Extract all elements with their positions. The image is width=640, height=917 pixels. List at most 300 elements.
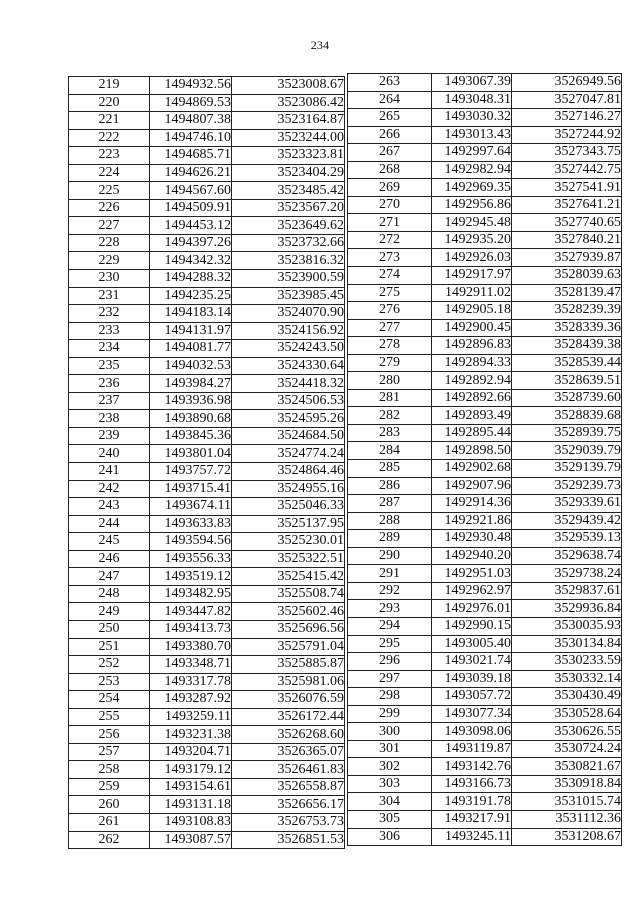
x-coordinate-cell: 1493077.34	[432, 705, 512, 723]
table-row	[348, 389, 622, 407]
point-number-cell: 295	[348, 635, 432, 653]
x-coordinate-cell: 1493057.72	[432, 688, 512, 706]
x-coordinate-cell: 1493801.04	[150, 445, 232, 463]
point-number-cell: 294	[348, 617, 432, 635]
point-number-cell: 224	[69, 164, 150, 182]
y-coordinate-cell: 3526268.60	[232, 726, 345, 744]
y-coordinate-cell: 3524506.53	[232, 392, 345, 410]
table-row	[69, 656, 345, 674]
point-number-cell: 276	[348, 302, 432, 320]
y-coordinate-cell: 3525885.87	[232, 656, 345, 674]
x-coordinate-cell: 1493204.71	[150, 743, 232, 761]
table-row	[69, 164, 345, 182]
x-coordinate-cell: 1494183.14	[150, 305, 232, 323]
table-row	[69, 743, 345, 761]
point-number-cell: 299	[348, 705, 432, 723]
point-number-cell: 261	[69, 813, 150, 831]
table-row	[69, 340, 345, 358]
table-row	[348, 144, 622, 162]
table-row	[348, 793, 622, 811]
y-coordinate-cell: 3525602.46	[232, 603, 345, 621]
x-coordinate-cell: 1492892.94	[432, 372, 512, 390]
x-coordinate-cell: 1493131.18	[150, 796, 232, 814]
table-row	[348, 214, 622, 232]
x-coordinate-cell: 1492892.66	[432, 389, 512, 407]
x-coordinate-cell: 1494342.32	[150, 252, 232, 270]
x-coordinate-cell: 1492997.64	[432, 144, 512, 162]
table-row	[69, 357, 345, 375]
x-coordinate-cell: 1493217.91	[432, 810, 512, 828]
table-row	[348, 810, 622, 828]
point-number-cell: 272	[348, 231, 432, 249]
table-row	[69, 831, 345, 849]
x-coordinate-cell: 1492945.48	[432, 214, 512, 232]
y-coordinate-cell: 3529539.13	[512, 530, 622, 548]
point-number-cell: 225	[69, 182, 150, 200]
y-coordinate-cell: 3529239.73	[512, 477, 622, 495]
x-coordinate-cell: 1492940.20	[432, 547, 512, 565]
x-coordinate-cell: 1493556.33	[150, 550, 232, 568]
point-number-cell: 234	[69, 340, 150, 358]
y-coordinate-cell: 3523404.29	[232, 164, 345, 182]
table-row	[69, 147, 345, 165]
table-row	[69, 708, 345, 726]
point-number-cell: 233	[69, 322, 150, 340]
x-coordinate-cell: 1493348.71	[150, 656, 232, 674]
table-row	[348, 547, 622, 565]
point-number-cell: 285	[348, 460, 432, 478]
table-row	[69, 726, 345, 744]
x-coordinate-cell: 1494453.12	[150, 217, 232, 235]
x-coordinate-cell: 1493048.31	[432, 91, 512, 109]
x-coordinate-cell: 1492917.97	[432, 267, 512, 285]
x-coordinate-cell: 1493287.92	[150, 691, 232, 709]
table-row	[69, 77, 345, 95]
x-coordinate-cell: 1492956.86	[432, 196, 512, 214]
table-row	[69, 182, 345, 200]
table-row	[69, 234, 345, 252]
table-row	[69, 252, 345, 270]
point-number-cell: 283	[348, 424, 432, 442]
point-number-cell: 240	[69, 445, 150, 463]
x-coordinate-cell: 1493067.39	[432, 74, 512, 92]
y-coordinate-cell: 3527146.27	[512, 109, 622, 127]
x-coordinate-cell: 1493030.32	[432, 109, 512, 127]
point-number-cell: 257	[69, 743, 150, 761]
point-number-cell: 298	[348, 688, 432, 706]
x-coordinate-cell: 1494869.53	[150, 94, 232, 112]
point-number-cell: 290	[348, 547, 432, 565]
table-row	[348, 424, 622, 442]
point-number-cell: 231	[69, 287, 150, 305]
table-row	[348, 495, 622, 513]
x-coordinate-cell: 1493013.43	[432, 126, 512, 144]
table-row	[348, 196, 622, 214]
y-coordinate-cell: 3528039.63	[512, 267, 622, 285]
x-coordinate-cell: 1493087.57	[150, 831, 232, 849]
x-coordinate-cell: 1492893.49	[432, 407, 512, 425]
point-number-cell: 221	[69, 112, 150, 130]
x-coordinate-cell: 1492907.96	[432, 477, 512, 495]
table-row	[69, 410, 345, 428]
y-coordinate-cell: 3526076.59	[232, 691, 345, 709]
y-coordinate-cell: 3525415.42	[232, 568, 345, 586]
x-coordinate-cell: 1494131.97	[150, 322, 232, 340]
table-row	[348, 442, 622, 460]
table-row	[69, 305, 345, 323]
point-number-cell: 255	[69, 708, 150, 726]
table-row	[69, 550, 345, 568]
point-number-cell: 248	[69, 585, 150, 603]
table-row	[348, 74, 622, 92]
point-number-cell: 258	[69, 761, 150, 779]
y-coordinate-cell: 3527047.81	[512, 91, 622, 109]
x-coordinate-cell: 1493259.11	[150, 708, 232, 726]
y-coordinate-cell: 3527939.87	[512, 249, 622, 267]
x-coordinate-cell: 1493119.87	[432, 740, 512, 758]
y-coordinate-cell: 3524955.16	[232, 480, 345, 498]
y-coordinate-cell: 3524330.64	[232, 357, 345, 375]
x-coordinate-cell: 1492914.36	[432, 495, 512, 513]
x-coordinate-cell: 1493179.12	[150, 761, 232, 779]
point-number-cell: 271	[348, 214, 432, 232]
y-coordinate-cell: 3524864.46	[232, 463, 345, 481]
y-coordinate-cell: 3524243.50	[232, 340, 345, 358]
table-row	[69, 322, 345, 340]
y-coordinate-cell: 3529936.84	[512, 600, 622, 618]
point-number-cell: 227	[69, 217, 150, 235]
point-number-cell: 246	[69, 550, 150, 568]
point-number-cell: 286	[348, 477, 432, 495]
y-coordinate-cell: 3524418.32	[232, 375, 345, 393]
table-row	[69, 463, 345, 481]
point-number-cell: 300	[348, 723, 432, 741]
table-row	[348, 109, 622, 127]
y-coordinate-cell: 3526172.44	[232, 708, 345, 726]
point-number-cell: 235	[69, 357, 150, 375]
x-coordinate-cell: 1493108.83	[150, 813, 232, 831]
point-number-cell: 250	[69, 620, 150, 638]
x-coordinate-cell: 1494235.25	[150, 287, 232, 305]
point-number-cell: 253	[69, 673, 150, 691]
x-coordinate-cell: 1493482.95	[150, 585, 232, 603]
point-number-cell: 230	[69, 270, 150, 288]
point-number-cell: 226	[69, 199, 150, 217]
y-coordinate-cell: 3527244.92	[512, 126, 622, 144]
point-number-cell: 243	[69, 498, 150, 516]
point-number-cell: 264	[348, 91, 432, 109]
table-row	[69, 445, 345, 463]
y-coordinate-cell: 3530430.49	[512, 688, 622, 706]
table-row	[69, 480, 345, 498]
point-number-cell: 270	[348, 196, 432, 214]
x-coordinate-cell: 1493245.11	[432, 828, 512, 846]
x-coordinate-cell: 1493984.27	[150, 375, 232, 393]
point-number-cell: 263	[348, 74, 432, 92]
x-coordinate-cell: 1493936.98	[150, 392, 232, 410]
table-row	[69, 568, 345, 586]
y-coordinate-cell: 3527442.75	[512, 161, 622, 179]
point-number-cell: 254	[69, 691, 150, 709]
x-coordinate-cell: 1494081.77	[150, 340, 232, 358]
y-coordinate-cell: 3531015.74	[512, 793, 622, 811]
x-coordinate-cell: 1494032.53	[150, 357, 232, 375]
point-number-cell: 279	[348, 354, 432, 372]
y-coordinate-cell: 3523164.87	[232, 112, 345, 130]
y-coordinate-cell: 3523985.45	[232, 287, 345, 305]
table-row	[69, 112, 345, 130]
y-coordinate-cell: 3528439.38	[512, 337, 622, 355]
x-coordinate-cell: 1493191.78	[432, 793, 512, 811]
point-number-cell: 274	[348, 267, 432, 285]
point-number-cell: 281	[348, 389, 432, 407]
table-row	[348, 477, 622, 495]
table-row	[69, 375, 345, 393]
x-coordinate-cell: 1494932.56	[150, 77, 232, 95]
y-coordinate-cell: 3524774.24	[232, 445, 345, 463]
x-coordinate-cell: 1493594.56	[150, 533, 232, 551]
x-coordinate-cell: 1492982.94	[432, 161, 512, 179]
x-coordinate-cell: 1494567.60	[150, 182, 232, 200]
y-coordinate-cell: 3525046.33	[232, 498, 345, 516]
y-coordinate-cell: 3530035.93	[512, 617, 622, 635]
point-number-cell: 282	[348, 407, 432, 425]
y-coordinate-cell: 3526365.07	[232, 743, 345, 761]
x-coordinate-cell: 1492926.03	[432, 249, 512, 267]
point-number-cell: 284	[348, 442, 432, 460]
x-coordinate-cell: 1492905.18	[432, 302, 512, 320]
y-coordinate-cell: 3526753.73	[232, 813, 345, 831]
x-coordinate-cell: 1493039.18	[432, 670, 512, 688]
y-coordinate-cell: 3525137.95	[232, 515, 345, 533]
table-row	[69, 533, 345, 551]
table-row	[348, 249, 622, 267]
y-coordinate-cell: 3525322.51	[232, 550, 345, 568]
y-coordinate-cell: 3523567.20	[232, 199, 345, 217]
table-row	[348, 723, 622, 741]
point-number-cell: 219	[69, 77, 150, 95]
point-number-cell: 222	[69, 129, 150, 147]
point-number-cell: 293	[348, 600, 432, 618]
table-row	[69, 270, 345, 288]
x-coordinate-cell: 1493098.06	[432, 723, 512, 741]
point-number-cell: 228	[69, 234, 150, 252]
point-number-cell: 260	[69, 796, 150, 814]
table-row	[348, 231, 622, 249]
point-number-cell: 288	[348, 512, 432, 530]
table-row	[69, 129, 345, 147]
x-coordinate-cell: 1493005.40	[432, 635, 512, 653]
y-coordinate-cell: 3528839.68	[512, 407, 622, 425]
y-coordinate-cell: 3523900.59	[232, 270, 345, 288]
point-number-cell: 267	[348, 144, 432, 162]
x-coordinate-cell: 1493757.72	[150, 463, 232, 481]
table-row	[348, 740, 622, 758]
x-coordinate-cell: 1494685.71	[150, 147, 232, 165]
x-coordinate-cell: 1492902.68	[432, 460, 512, 478]
point-number-cell: 275	[348, 284, 432, 302]
table-row	[348, 126, 622, 144]
y-coordinate-cell: 3525981.06	[232, 673, 345, 691]
table-row	[348, 775, 622, 793]
x-coordinate-cell: 1492898.50	[432, 442, 512, 460]
table-row	[348, 705, 622, 723]
x-coordinate-cell: 1493154.61	[150, 778, 232, 796]
point-number-cell: 232	[69, 305, 150, 323]
y-coordinate-cell: 3529738.24	[512, 565, 622, 583]
point-number-cell: 236	[69, 375, 150, 393]
table-row	[69, 796, 345, 814]
y-coordinate-cell: 3528239.39	[512, 302, 622, 320]
point-number-cell: 291	[348, 565, 432, 583]
table-row	[348, 337, 622, 355]
y-coordinate-cell: 3526656.17	[232, 796, 345, 814]
table-row	[348, 302, 622, 320]
x-coordinate-cell: 1493890.68	[150, 410, 232, 428]
table-row	[69, 392, 345, 410]
y-coordinate-cell: 3530233.59	[512, 653, 622, 671]
x-coordinate-cell: 1492896.83	[432, 337, 512, 355]
x-coordinate-cell: 1494807.38	[150, 112, 232, 130]
table-row	[348, 565, 622, 583]
x-coordinate-cell: 1494288.32	[150, 270, 232, 288]
y-coordinate-cell: 3524595.26	[232, 410, 345, 428]
y-coordinate-cell: 3525696.56	[232, 620, 345, 638]
y-coordinate-cell: 3528639.51	[512, 372, 622, 390]
y-coordinate-cell: 3526949.56	[512, 74, 622, 92]
y-coordinate-cell: 3526851.53	[232, 831, 345, 849]
y-coordinate-cell: 3529638.74	[512, 547, 622, 565]
y-coordinate-cell: 3525508.74	[232, 585, 345, 603]
x-coordinate-cell: 1493142.76	[432, 758, 512, 776]
table-row	[348, 267, 622, 285]
point-number-cell: 268	[348, 161, 432, 179]
x-coordinate-cell: 1493519.12	[150, 568, 232, 586]
y-coordinate-cell: 3524156.92	[232, 322, 345, 340]
table-row	[348, 670, 622, 688]
table-row	[69, 515, 345, 533]
x-coordinate-cell: 1493231.38	[150, 726, 232, 744]
table-row	[69, 217, 345, 235]
point-number-cell: 247	[69, 568, 150, 586]
y-coordinate-cell: 3530332.14	[512, 670, 622, 688]
table-row	[348, 828, 622, 846]
table-row	[348, 617, 622, 635]
table-row	[348, 635, 622, 653]
table-row	[348, 582, 622, 600]
point-number-cell: 292	[348, 582, 432, 600]
y-coordinate-cell: 3523008.67	[232, 77, 345, 95]
point-number-cell: 304	[348, 793, 432, 811]
y-coordinate-cell: 3530918.84	[512, 775, 622, 793]
x-coordinate-cell: 1493715.41	[150, 480, 232, 498]
coordinate-table-right	[347, 73, 622, 846]
y-coordinate-cell: 3523732.66	[232, 234, 345, 252]
y-coordinate-cell: 3523323.81	[232, 147, 345, 165]
point-number-cell: 266	[348, 126, 432, 144]
point-number-cell: 241	[69, 463, 150, 481]
table-row	[348, 530, 622, 548]
table-row	[69, 620, 345, 638]
y-coordinate-cell: 3524070.90	[232, 305, 345, 323]
table-row	[348, 653, 622, 671]
x-coordinate-cell: 1492921.86	[432, 512, 512, 530]
point-number-cell: 251	[69, 638, 150, 656]
y-coordinate-cell: 3523244.00	[232, 129, 345, 147]
table-row	[69, 691, 345, 709]
y-coordinate-cell: 3525791.04	[232, 638, 345, 656]
table-row	[348, 688, 622, 706]
table-row	[348, 354, 622, 372]
y-coordinate-cell: 3523086.42	[232, 94, 345, 112]
point-number-cell: 223	[69, 147, 150, 165]
x-coordinate-cell: 1493166.73	[432, 775, 512, 793]
table-row	[348, 758, 622, 776]
y-coordinate-cell: 3528539.44	[512, 354, 622, 372]
y-coordinate-cell: 3528739.60	[512, 389, 622, 407]
table-row	[348, 460, 622, 478]
table-row	[69, 94, 345, 112]
point-number-cell: 297	[348, 670, 432, 688]
table-row	[69, 287, 345, 305]
coordinate-table-left	[68, 76, 345, 849]
x-coordinate-cell: 1492969.35	[432, 179, 512, 197]
x-coordinate-cell: 1493674.11	[150, 498, 232, 516]
point-number-cell: 245	[69, 533, 150, 551]
point-number-cell: 280	[348, 372, 432, 390]
table-row	[348, 600, 622, 618]
table-row	[69, 673, 345, 691]
y-coordinate-cell: 3527541.91	[512, 179, 622, 197]
x-coordinate-cell: 1494626.21	[150, 164, 232, 182]
x-coordinate-cell: 1493380.70	[150, 638, 232, 656]
x-coordinate-cell: 1494509.91	[150, 199, 232, 217]
table-row	[69, 585, 345, 603]
point-number-cell: 259	[69, 778, 150, 796]
point-number-cell: 269	[348, 179, 432, 197]
point-number-cell: 303	[348, 775, 432, 793]
x-coordinate-cell: 1492951.03	[432, 565, 512, 583]
point-number-cell: 302	[348, 758, 432, 776]
table-row	[348, 319, 622, 337]
point-number-cell: 287	[348, 495, 432, 513]
y-coordinate-cell: 3528339.36	[512, 319, 622, 337]
x-coordinate-cell: 1492900.45	[432, 319, 512, 337]
x-coordinate-cell: 1492976.01	[432, 600, 512, 618]
y-coordinate-cell: 3528139.47	[512, 284, 622, 302]
table-row	[69, 813, 345, 831]
table-row	[69, 427, 345, 445]
y-coordinate-cell: 3529039.79	[512, 442, 622, 460]
y-coordinate-cell: 3526461.83	[232, 761, 345, 779]
point-number-cell: 229	[69, 252, 150, 270]
point-number-cell: 296	[348, 653, 432, 671]
point-number-cell: 220	[69, 94, 150, 112]
point-number-cell: 273	[348, 249, 432, 267]
y-coordinate-cell: 3530134.84	[512, 635, 622, 653]
y-coordinate-cell: 3529139.79	[512, 460, 622, 478]
page-number: 234	[310, 38, 330, 52]
point-number-cell: 305	[348, 810, 432, 828]
y-coordinate-cell: 3527740.65	[512, 214, 622, 232]
table-row	[69, 638, 345, 656]
y-coordinate-cell: 3531112.36	[512, 810, 622, 828]
table-row	[69, 199, 345, 217]
point-number-cell: 306	[348, 828, 432, 846]
x-coordinate-cell: 1494746.10	[150, 129, 232, 147]
x-coordinate-cell: 1492911.02	[432, 284, 512, 302]
y-coordinate-cell: 3527840.21	[512, 231, 622, 249]
